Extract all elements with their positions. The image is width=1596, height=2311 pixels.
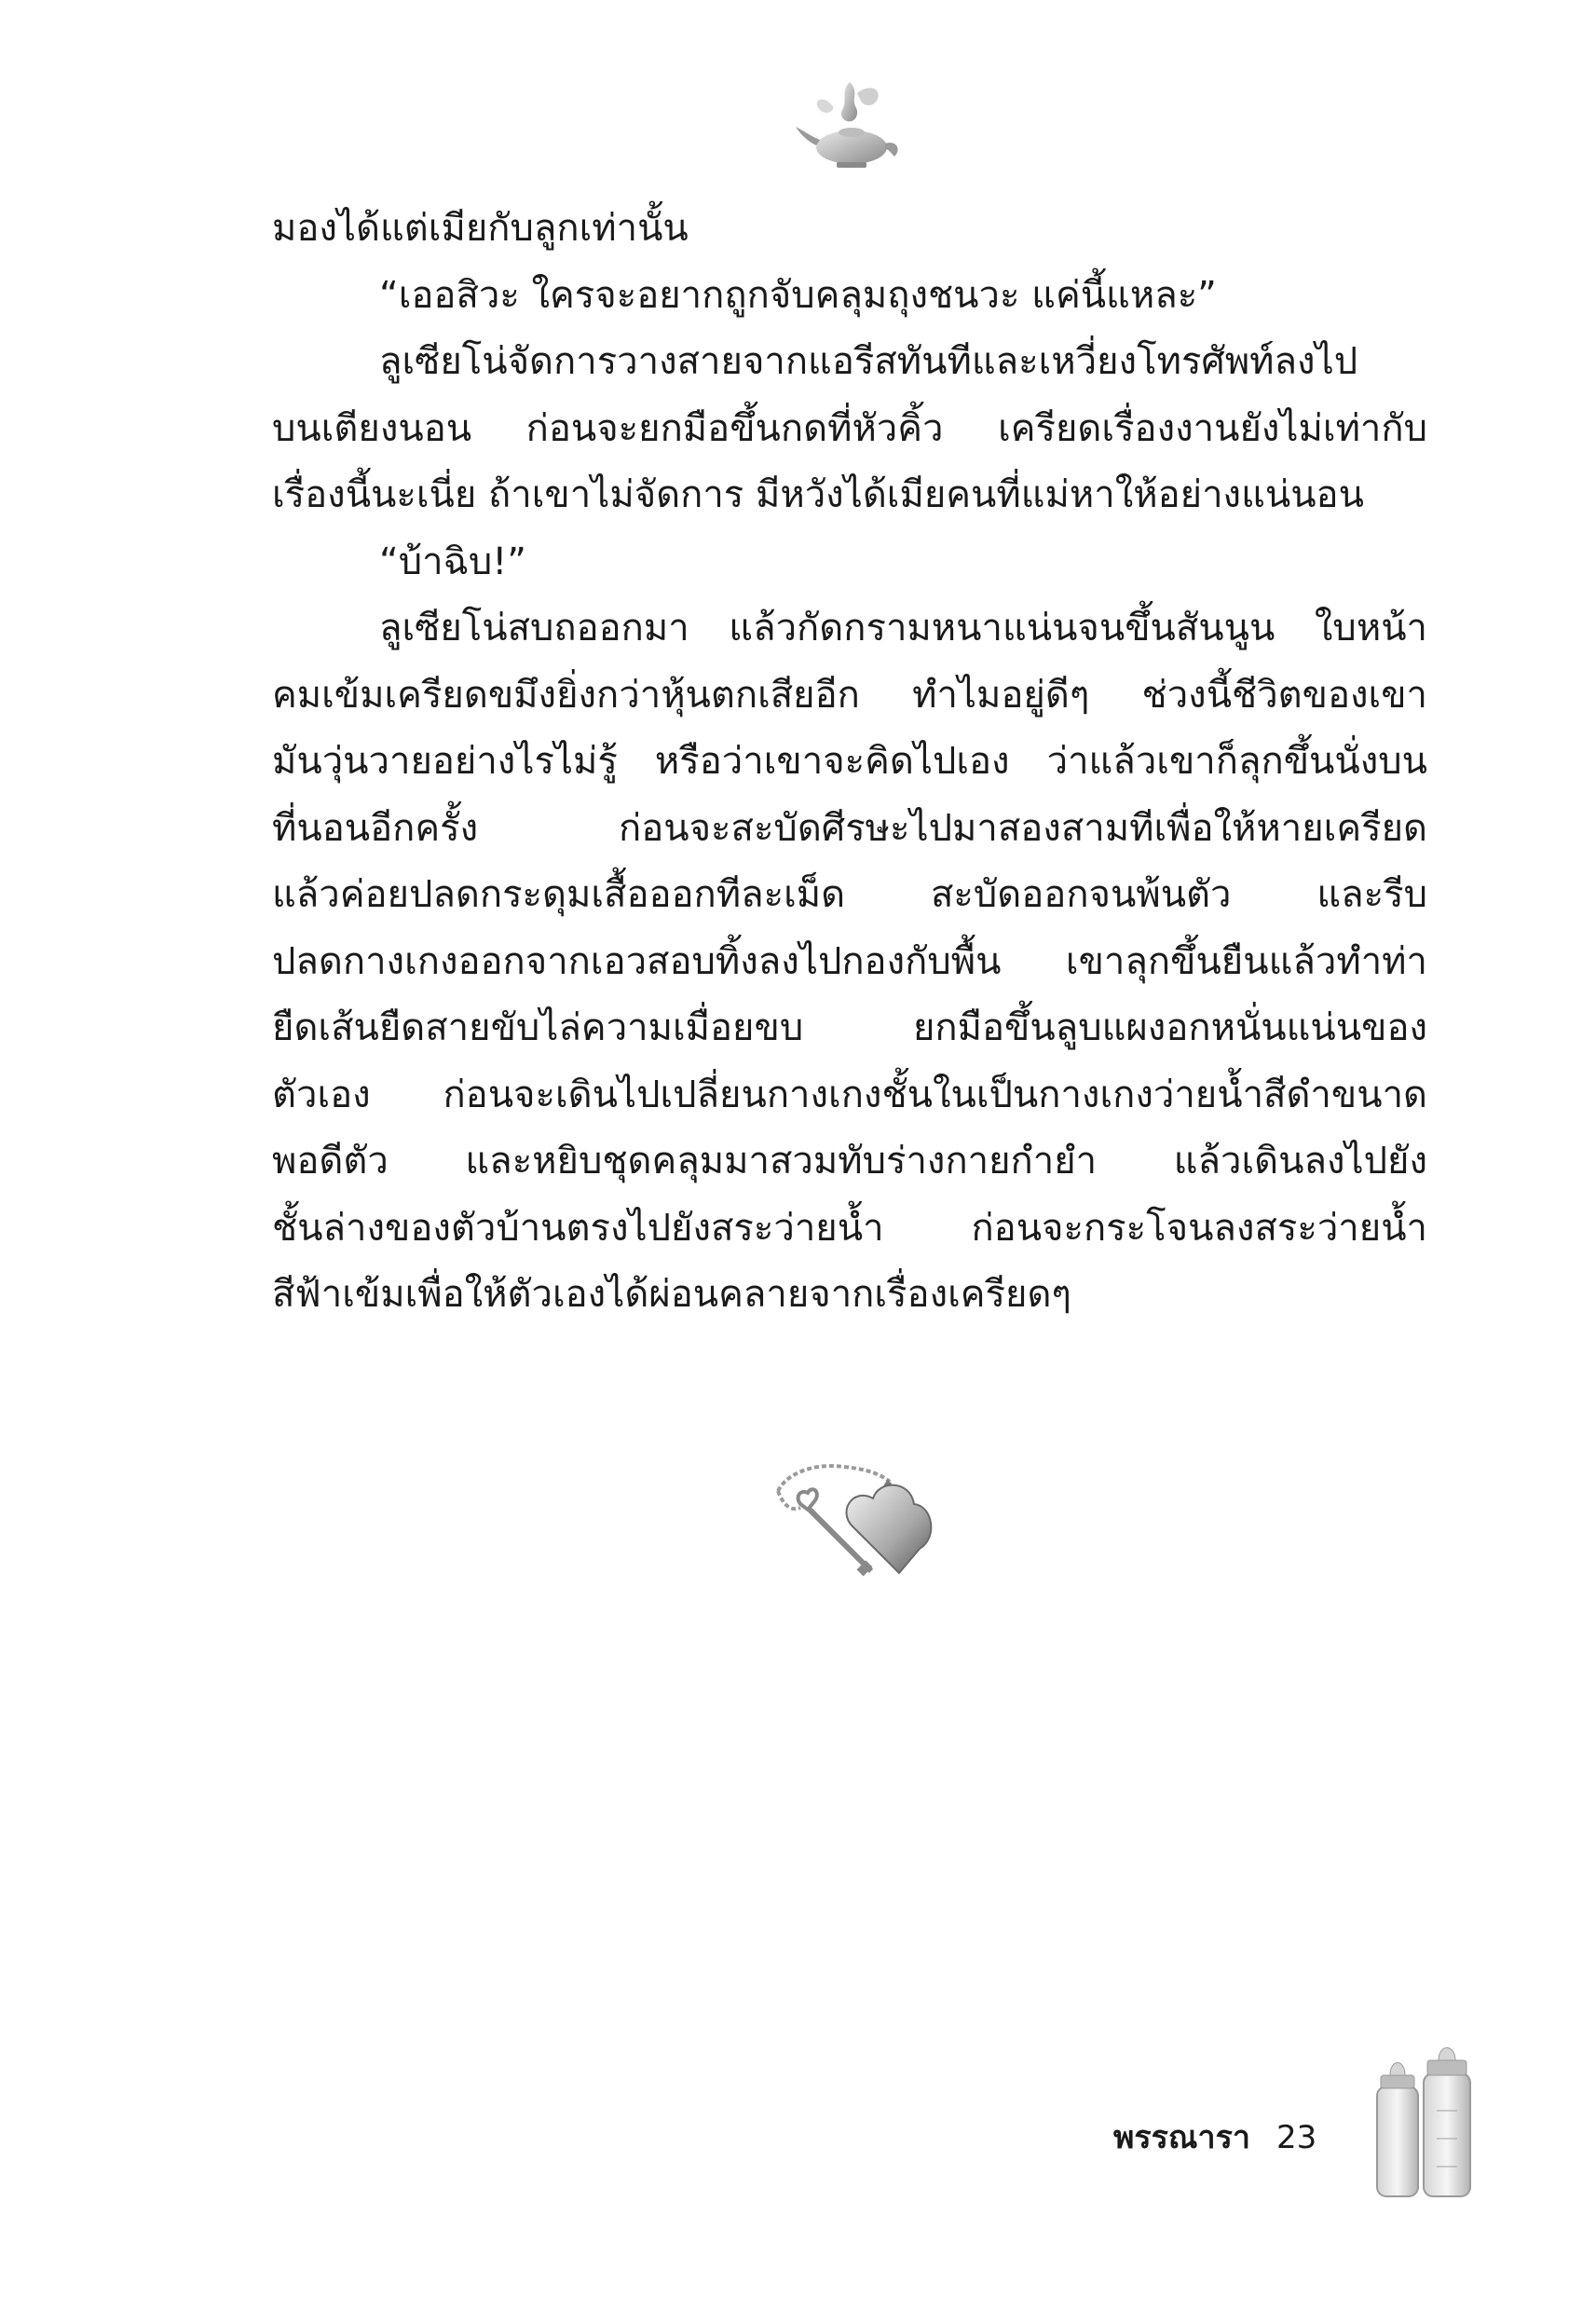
- text-line: “บ้าฉิบ!”: [379, 540, 526, 583]
- text-line: พอดีตัว และหยิบชุดคลุมมาสวมทับร่างกายกำยำ แล้วเดินลงไปยัง: [272, 1140, 1427, 1183]
- body-text: [272, 196, 1427, 1329]
- text-line: ยืดเส้นยืดสายขับไล่ความเมื่อยขบ ยกมือขึ้นลูบแผงอกหนั่นแน่นของ: [272, 1006, 1427, 1049]
- text-line: ตัวเอง ก่อนจะเดินไปเปลี่ยนกางเกงชั้นในเป็นกางเกงว่ายน้ำสีดำขนาด: [272, 1073, 1427, 1116]
- text-line: ลูเซียโน่สบถออกมา แล้วกัดกรามหนาแน่นจนขึ้นสันนูน ใบหน้า: [379, 607, 1427, 650]
- text-line: บนเตียงนอน ก่อนจะยกมือขึ้นกดที่หัวคิ้ว เครียดเรื่องงานยังไม่เท่ากับ: [272, 406, 1427, 450]
- text-line: ลูเซียโน่จัดการวางสายจากแอรีสทันทีและเหวี่ยงโทรศัพท์ลงไป: [379, 340, 1358, 383]
- text-line: สีฟ้าเข้มเพื่อให้ตัวเองได้ผ่อนคลายจากเรื่องเครียดๆ: [272, 1273, 1071, 1316]
- text-line: “เออสิวะ ใครจะอยากถูกจับคลุมถุงชนวะ แค่นี้แหละ”: [379, 273, 1217, 317]
- page-number: 23: [1275, 2119, 1317, 2156]
- text-line: มองได้แต่เมียกับลูกเท่านั้น: [272, 207, 689, 250]
- book-title: พรรณารา: [1113, 2119, 1250, 2156]
- page-footer: [1113, 2112, 1337, 2162]
- text-line: ชั้นล่างของตัวบ้านตรงไปยังสระว่ายน้ำ ก่อนจะกระโจนลงสระว่ายน้ำ: [272, 1206, 1427, 1250]
- genie-lamp-fairy-icon: [792, 75, 913, 177]
- text-line: ที่นอนอีกครั้ง ก่อนจะสะบัดศีรษะไปมาสองสามทีเพื่อให้หายเครียด: [272, 806, 1427, 850]
- text-line: แล้วค่อยปลดกระดุมเสื้อออกทีละเม็ด สะบัดออกจนพ้นตัว และรีบ: [272, 873, 1427, 916]
- text-line: ปลดกางเกงออกจากเอวสอบทิ้งลงไปกองกับพื้น เขาลุกขึ้นยืนแล้วทำท่า: [272, 939, 1427, 983]
- heart-padlock-key-icon: [759, 1454, 955, 1603]
- text-line: เรื่องนี้นะเนี่ย ถ้าเขาไม่จัดการ มีหวังได้เมียคนที่แม่หาให้อย่างแน่นอน: [272, 473, 1364, 516]
- baby-bottles-icon: [1370, 2045, 1481, 2204]
- text-line: มันวุ่นวายอย่างไรไม่รู้ หรือว่าเขาจะคิดไปเอง ว่าแล้วเขาก็ลุกขึ้นนั่งบน: [272, 740, 1427, 783]
- text-line: คมเข้มเครียดขมึงยิ่งกว่าหุ้นตกเสียอีก ทำไมอยู่ดีๆ ช่วงนี้ชีวิตของเขา: [272, 673, 1427, 717]
